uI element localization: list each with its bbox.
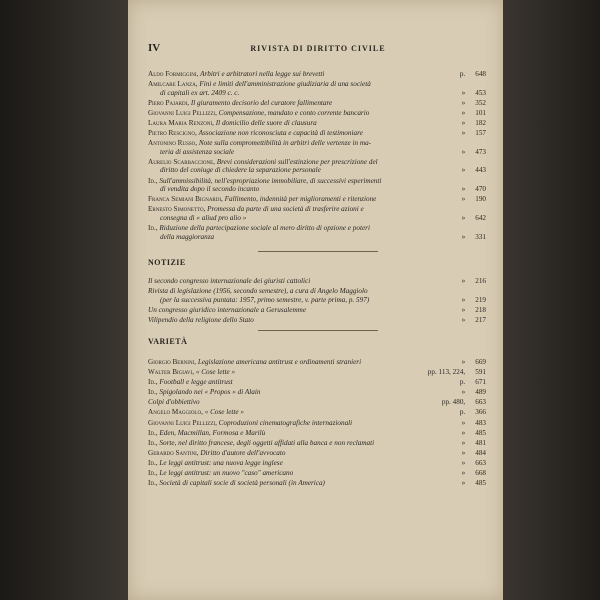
entry-text — [148, 439, 374, 447]
entry-page-ref — [426, 99, 486, 108]
entry-page-prefix: » — [461, 479, 466, 488]
entry-text — [148, 177, 381, 185]
entry-page-prefix: » — [461, 277, 466, 285]
entry-page-prefix: » — [461, 295, 466, 304]
entry-text — [148, 158, 378, 166]
entry-author: Gerardo Santini, — [148, 448, 199, 457]
entry-page-prefix: p. — [459, 408, 466, 417]
entry-page-prefix: » — [461, 195, 466, 204]
entry-text — [148, 70, 324, 78]
entry-page-prefix: p. — [459, 70, 466, 78]
entry-page-number: 671 — [475, 378, 486, 387]
entry-page-number: 663 — [475, 398, 486, 407]
entry-page-prefix: » — [461, 185, 466, 194]
entry-text — [148, 358, 361, 366]
contents-entry — [148, 195, 486, 204]
book-edge-right — [503, 0, 600, 600]
entry-text — [148, 195, 376, 203]
contents-entry — [148, 459, 486, 468]
contents-entry — [148, 358, 486, 367]
entry-page-number: 668 — [475, 469, 486, 478]
entry-author: Antonino Russo, — [148, 139, 198, 148]
entry-page-ref — [426, 449, 486, 458]
entry-page-number: 470 — [475, 185, 486, 194]
entry-author: Id., — [148, 458, 158, 467]
contents-entry — [148, 316, 486, 325]
entry-page-prefix: » — [461, 458, 466, 467]
entry-title: Il domicilio delle suore di clausura — [215, 118, 317, 127]
entry-title: « Cose lette » — [204, 408, 245, 417]
entry-title: Compensazione, mandato e conto corrente bancario — [218, 108, 370, 117]
section-heading-notizie: NOTIZIE — [148, 258, 186, 267]
entry-title-continued: consegna di « aliud pro alio » — [160, 213, 247, 222]
entry-title: Promessa da parte di una società di trasferire azioni e — [207, 205, 364, 214]
contents-entry — [148, 479, 486, 488]
entry-title: Riduzione della partecipazione sociale al mero diritto di opzione e poteri — [159, 224, 370, 232]
entry-text — [148, 306, 306, 314]
entry-page-prefix: » — [461, 305, 466, 314]
entry-page-number: 485 — [475, 479, 486, 488]
entry-page-number: 157 — [475, 129, 486, 138]
entry-page-ref — [426, 148, 486, 157]
entry-title: Fallimento, indennità per miglioramenti e ritenzione — [224, 195, 377, 204]
entry-page-number: 453 — [475, 88, 486, 97]
entry-author: Aurelio Scarbaccione, — [148, 157, 215, 166]
contents-entry — [148, 129, 486, 138]
contents-entry — [148, 469, 486, 478]
entry-author: Franca Semiani Bignardi, — [148, 195, 223, 204]
entry-page-ref — [426, 109, 486, 118]
contents-entry — [148, 99, 486, 108]
entry-title: Vilipendio della religione dello Stato — [148, 315, 254, 324]
entry-page-number: 483 — [475, 418, 486, 427]
entry-text — [148, 469, 293, 477]
entry-page-ref — [426, 296, 486, 305]
entry-text — [148, 119, 317, 127]
entry-author: Amilcare Lanza, — [148, 80, 198, 89]
entry-author: Walter Bigiavi, — [148, 368, 195, 377]
entry-title: Fini e limiti dell'amministrazione giudiziaria di una società — [199, 80, 371, 89]
section-divider — [258, 251, 378, 252]
entry-title: Le leggi antitrust: una nuova legge inglese — [159, 458, 283, 467]
entry-text — [148, 139, 371, 147]
entry-title: Note sulla compromettibilità in arbitri delle vertenze in ma- — [198, 139, 372, 148]
entry-page-ref — [426, 479, 486, 488]
entry-text — [148, 99, 332, 107]
entry-page-prefix: » — [461, 315, 466, 324]
contents-entry — [148, 419, 486, 428]
entry-page-ref — [426, 70, 486, 79]
entry-page-ref — [426, 398, 486, 407]
entry-page-ref — [426, 358, 486, 367]
contents-entry — [148, 429, 486, 438]
entry-title: Il secondo congresso internazionale dei giuristi cattolici — [148, 277, 311, 285]
entry-page-prefix: » — [461, 129, 466, 138]
entry-title: Associazione non riconosciuta e capacità di testimoniare — [198, 129, 363, 138]
entry-page-ref — [426, 129, 486, 138]
entry-title: Sorte, nel diritto francese, degli oggetti affidati alla banca e non reclamati — [159, 438, 375, 447]
book-edge-left — [0, 0, 128, 600]
entry-text — [148, 80, 371, 88]
entry-page-prefix: p. — [459, 378, 466, 387]
section-heading-varieta: VARIETÀ — [148, 337, 188, 346]
entry-author: Angelo Maggiolo, — [148, 408, 203, 417]
entry-author: Id., — [148, 469, 158, 478]
entry-page-ref — [426, 119, 486, 128]
entry-text — [148, 109, 369, 117]
entry-text — [148, 287, 368, 295]
contents-entry — [148, 277, 486, 286]
entry-page-number: 352 — [475, 98, 486, 107]
section-divider — [258, 330, 378, 331]
entry-page-prefix: » — [461, 418, 466, 427]
entry-text — [148, 277, 310, 285]
contents-entry — [148, 439, 486, 448]
entry-page-ref — [426, 185, 486, 194]
entry-title: « Cose lette » — [195, 368, 236, 377]
contents-entry — [148, 119, 486, 128]
running-title: RIVISTA DI DIRITTO CIVILE — [250, 44, 386, 53]
entry-text — [148, 459, 283, 467]
entry-page-number: 663 — [475, 458, 486, 467]
entry-page-number: 217 — [475, 315, 486, 324]
entry-page-prefix: pp. 113, 224, — [427, 368, 466, 377]
entry-title-continued: di vendita dopo il secondo incanto — [160, 185, 260, 194]
entry-title: Le leggi antitrust: un nuovo "caso" americano — [159, 469, 294, 478]
entry-page-ref — [426, 166, 486, 175]
entry-title: Brevi considerazioni sull'estinzione per prescrizione del — [216, 157, 378, 166]
entry-page-prefix: » — [461, 388, 466, 397]
entry-page-ref — [426, 439, 486, 448]
entry-text — [148, 205, 364, 213]
entry-title: Eden, Macmillan, Formosa e Marilù — [159, 428, 266, 437]
entry-page-number: 101 — [475, 108, 486, 117]
entry-page-prefix: » — [461, 232, 466, 241]
entry-page-number: 218 — [475, 305, 486, 314]
entry-page-number: 190 — [475, 195, 486, 204]
entry-page-prefix: » — [461, 98, 466, 107]
contents-entry — [148, 158, 486, 175]
entry-page-ref — [426, 408, 486, 417]
entry-text — [148, 429, 265, 437]
contents-entry — [148, 388, 486, 397]
contents-entry — [148, 70, 486, 79]
entry-page-ref — [426, 214, 486, 223]
entry-title: Colpi d'obbiettivo — [148, 398, 200, 407]
entry-title: Società di capitali socie di società personali (in America) — [159, 479, 325, 488]
contents-entry — [148, 408, 486, 417]
entry-title: Legislazione americana antitrust e ordinamenti stranieri — [197, 358, 362, 366]
contents-entry — [148, 378, 486, 387]
contents-entry — [148, 205, 486, 222]
contents-list-notizie — [148, 277, 486, 326]
entry-page-ref — [426, 195, 486, 204]
entry-page-prefix: » — [461, 438, 466, 447]
entry-author: Giovanni Luigi Pellizzi, — [148, 418, 217, 427]
entry-page-prefix: » — [461, 147, 466, 156]
page-number: IV — [148, 42, 161, 54]
contents-entry — [148, 177, 486, 194]
entry-page-number: 642 — [475, 213, 486, 222]
entry-author: Id., — [148, 479, 158, 488]
entry-page-ref — [426, 316, 486, 325]
entry-page-prefix: » — [461, 166, 466, 175]
entry-title: Il giuramento decisorio del curatore fallimentare — [190, 98, 333, 107]
entry-page-ref — [426, 469, 486, 478]
entry-page-number: 216 — [475, 277, 486, 285]
contents-list-top — [148, 70, 486, 243]
entry-page-number: 219 — [475, 295, 486, 304]
entry-page-ref — [426, 459, 486, 468]
entry-title-continued: di capitali ex art. 2409 c. c. — [160, 88, 240, 97]
entry-page-prefix: » — [461, 108, 466, 117]
entry-title: Coproduzioni cinematografiche internazionali — [218, 418, 353, 427]
entry-page-number: 366 — [475, 408, 486, 417]
entry-author: Aldo Formiggini, — [148, 70, 199, 78]
entry-page-number: 669 — [475, 358, 486, 366]
entry-text — [148, 419, 352, 427]
contents-entry — [148, 287, 486, 304]
entry-text — [148, 316, 254, 324]
entry-title: Arbitri e arbitratori nella legge sui brevetti — [200, 70, 325, 78]
entry-page-ref — [426, 419, 486, 428]
entry-author: Laura Maria Renzoni, — [148, 118, 214, 127]
entry-title-continued: teria di assistenza sociale — [160, 147, 235, 156]
entry-page-number: 648 — [475, 70, 486, 78]
entry-page-ref — [426, 306, 486, 315]
entry-text — [148, 129, 363, 137]
entry-page-number: 331 — [475, 232, 486, 241]
entry-author: Giovanni Luigi Pellizzi, — [148, 108, 217, 117]
entry-page-ref — [426, 388, 486, 397]
entry-page-ref — [426, 277, 486, 286]
entry-text — [148, 368, 235, 376]
entry-page-number: 182 — [475, 118, 486, 127]
entry-author: Id., — [148, 388, 158, 397]
entry-title-continued: (per la successiva puntata: 1957, primo semestre, v. parte prima, p. 597) — [160, 295, 370, 304]
entry-title: Spigolando nei « Propos » di Alain — [159, 388, 261, 397]
contents-entry — [148, 368, 486, 377]
entry-title-continued: della maggioranza — [160, 232, 215, 241]
entry-page-prefix: » — [461, 213, 466, 222]
entry-author: Piero Pajardi, — [148, 98, 190, 107]
entry-title: Football e legge antitrust — [159, 378, 233, 387]
entry-author: Giorgio Bernini, — [148, 358, 197, 366]
entry-page-number: 484 — [475, 448, 486, 457]
entry-page-ref — [426, 233, 486, 242]
contents-entry — [148, 398, 486, 407]
entry-text — [148, 224, 370, 232]
contents-entry — [148, 109, 486, 118]
page-header — [148, 42, 488, 56]
entry-author: Id., — [148, 378, 158, 387]
entry-title: Diritto d'autore dell'avvocato — [200, 448, 286, 457]
entry-text — [148, 378, 233, 386]
entry-text — [148, 449, 285, 457]
entry-page-number: 481 — [475, 438, 486, 447]
entry-author: Ernesto Simonetto, — [148, 205, 206, 214]
entry-page-number: 489 — [475, 388, 486, 397]
entry-author: Id., — [148, 438, 158, 447]
contents-entry — [148, 80, 486, 97]
entry-page-prefix: » — [461, 88, 466, 97]
contents-entry — [148, 449, 486, 458]
entry-page-ref — [426, 429, 486, 438]
entry-page-prefix: » — [461, 428, 466, 437]
entry-author: Id., — [148, 428, 158, 437]
entry-page-ref — [426, 89, 486, 98]
entry-page-prefix: » — [461, 118, 466, 127]
entry-page-number: 473 — [475, 147, 486, 156]
contents-entry — [148, 224, 486, 241]
entry-page-prefix: pp. 480, — [441, 398, 466, 407]
entry-text — [148, 398, 200, 406]
entry-page-ref — [426, 378, 486, 387]
contents-entry — [148, 306, 486, 315]
entry-author: Pietro Rescigno, — [148, 129, 197, 138]
contents-list-varieta — [148, 358, 486, 489]
entry-page-prefix: » — [461, 358, 466, 366]
entry-title: Un congresso giuridico internazionale a Gerusalemme — [148, 305, 307, 314]
entry-page-prefix: » — [461, 448, 466, 457]
entry-text — [148, 388, 260, 396]
entry-title: Sull'ammissibilità, nell'espropriazione immobiliare, di successivi esperimenti — [159, 176, 382, 185]
entry-text — [148, 408, 244, 416]
contents-entry — [148, 139, 486, 156]
entry-author: Id., — [148, 224, 158, 232]
entry-author: Id., — [148, 176, 158, 185]
entry-text — [148, 479, 325, 487]
entry-page-number: 443 — [475, 166, 486, 175]
entry-title: Rivista di legislazione (1956, secondo semestre), a cura di Angelo Maggiolo — [148, 287, 368, 296]
entry-page-ref — [426, 368, 486, 377]
entry-page-prefix: » — [461, 469, 466, 478]
entry-title-continued: diritto del coniuge di chiedere la separazione personale — [160, 166, 321, 175]
entry-page-number: 485 — [475, 428, 486, 437]
entry-page-number: 591 — [475, 368, 486, 377]
